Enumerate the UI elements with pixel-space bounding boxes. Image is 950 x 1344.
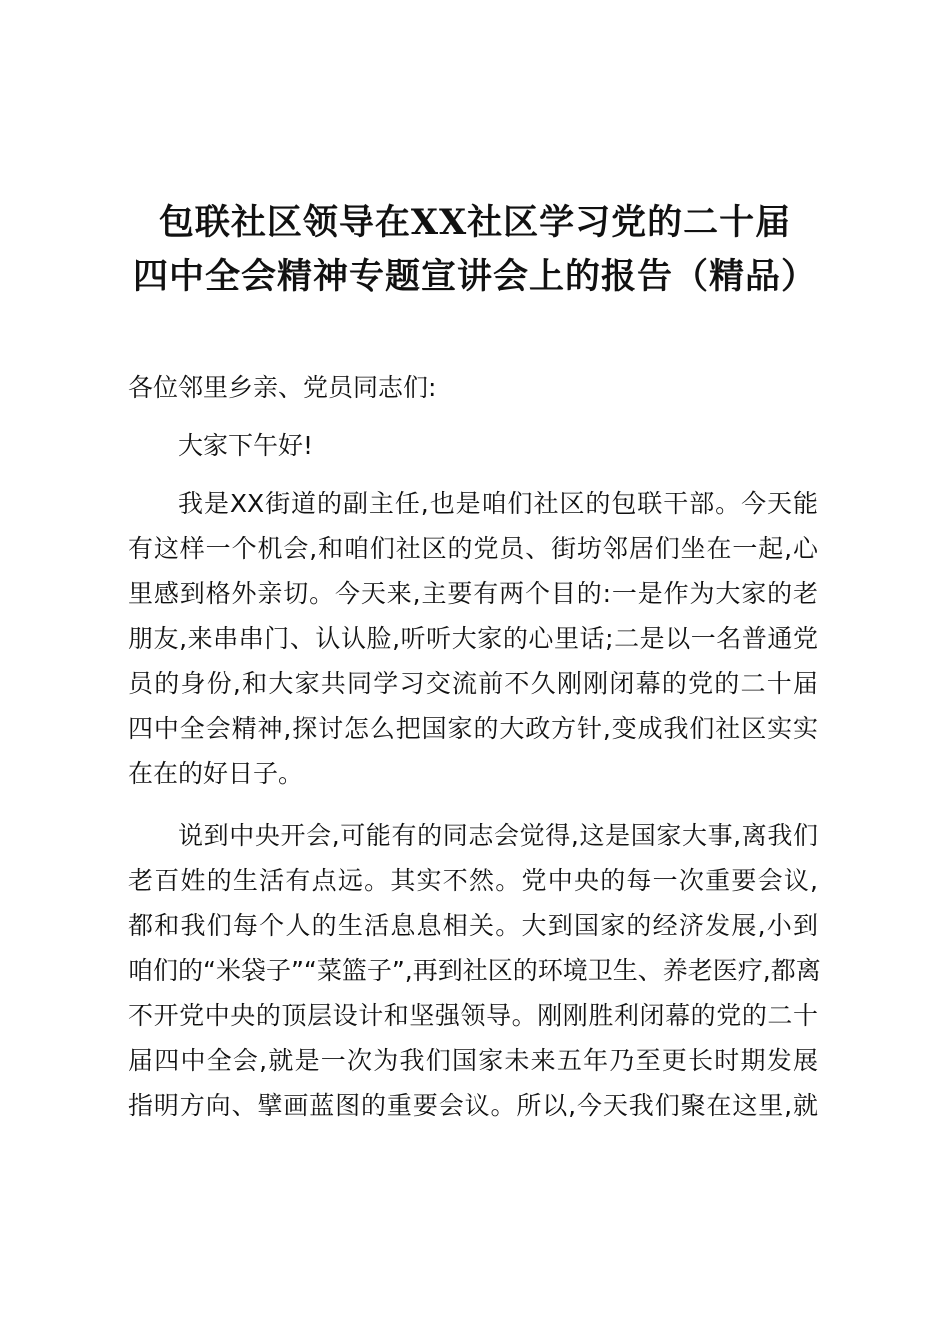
paragraph-1-line: 我是XX街道的副主任,也是咱们社区的包联干部。今天能 (178, 489, 818, 518)
salutation: 各位邻里乡亲、党员同志们: (128, 373, 437, 402)
title-line-2: 四中全会精神专题宣讲会上的报告（精品） (132, 256, 817, 297)
paragraph-1-line: 四中全会精神,探讨怎么把国家的大政方针,变成我们社区实实 (128, 714, 818, 743)
paragraph-2 (128, 813, 821, 1128)
paragraph-1-line: 朋友,来串串门、认认脸,听听大家的心里话;二是以一名普通党 (128, 624, 818, 653)
title-line-1: 包联社区领导在XX社区学习党的二十届 (158, 202, 792, 243)
document-title (90, 196, 860, 304)
greeting: 大家下午好! (178, 431, 314, 460)
paragraph-2-line: 老百姓的生活有点远。其实不然。党中央的每一次重要会议, (128, 866, 818, 895)
paragraph-2-line: 说到中央开会,可能有的同志会觉得,这是国家大事,离我们 (178, 821, 818, 850)
paragraph-1-line: 有这样一个机会,和咱们社区的党员、街坊邻居们坐在一起,心 (128, 534, 818, 563)
paragraph-1 (128, 481, 818, 796)
paragraph-2-line: 都和我们每个人的生活息息相关。大到国家的经济发展,小到 (128, 911, 818, 940)
paragraph-1-line: 员的身份,和大家共同学习交流前不久刚刚闭幕的党的二十届 (128, 669, 818, 698)
paragraph-1-line: 在在的好日子。 (128, 759, 304, 788)
paragraph-2-line: 咱们的“米袋子”“菜篮子”,再到社区的环境卫生、养老医疗,都离 (128, 956, 821, 985)
paragraph-2-line: 不开党中央的顶层设计和坚强领导。刚刚胜利闭幕的党的二十 (128, 1001, 818, 1030)
paragraph-2-line: 指明方向、擘画蓝图的重要会议。所以,今天我们聚在这里,就 (128, 1091, 818, 1120)
paragraph-2-line: 届四中全会,就是一次为我们国家未来五年乃至更长时期发展 (128, 1046, 818, 1075)
document-body (128, 365, 821, 1128)
paragraph-1-line: 里感到格外亲切。今天来,主要有两个目的:一是作为大家的老 (128, 579, 818, 608)
